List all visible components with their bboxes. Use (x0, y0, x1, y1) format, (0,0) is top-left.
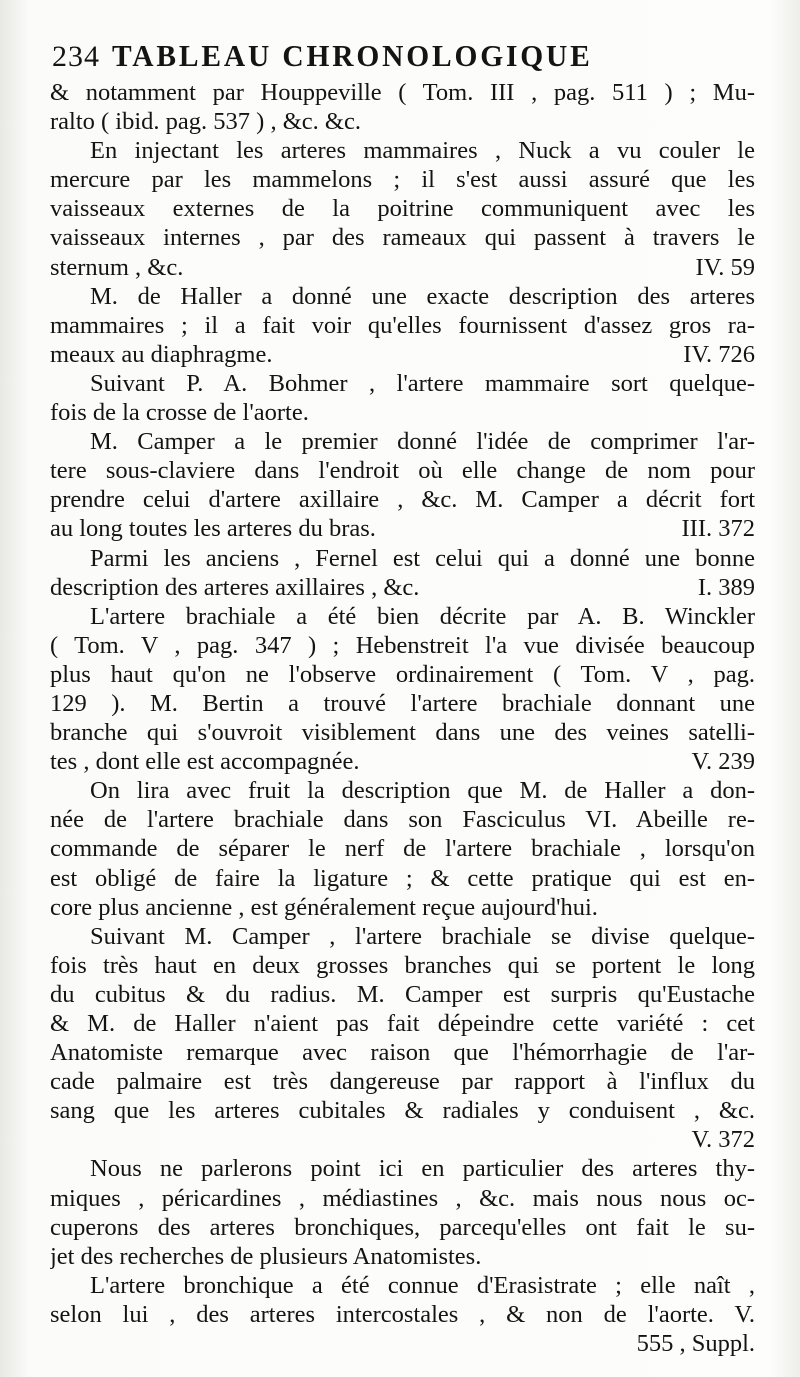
text-line (50, 747, 755, 776)
text-line (50, 1096, 755, 1125)
text-line (50, 1300, 755, 1329)
text-line (50, 834, 755, 863)
text-line-content: selon lui , des arteres intercostales , & non de l'aorte. V. (50, 1300, 755, 1328)
text-line (50, 1125, 755, 1154)
text-line (50, 631, 755, 660)
text-line (50, 398, 755, 427)
text-line-content: branche qui s'ouvroit visiblement dans une des veines satelli- (50, 719, 755, 747)
text-line-content: est obligé de faire la ligature ; & cette pratique qui est en- (50, 864, 755, 892)
text-line (50, 253, 755, 282)
text-line (50, 1184, 755, 1213)
text-line (50, 951, 755, 980)
text-line-content: En injectant les arteres mammaires , Nuck a vu couler le (90, 137, 755, 165)
text-line (50, 340, 755, 369)
text-line-content: V. 372 (691, 1126, 755, 1154)
text-line-content: ( Tom. V , pag. 347 ) ; Hebenstreit l'a vue divisée beaucoup (50, 631, 755, 659)
text-line-content: Suivant M. Camper , l'artere brachiale se divise quelque- (90, 922, 755, 950)
text-line (50, 980, 755, 1009)
text-line-content: au long toutes les arteres du bras. (50, 515, 376, 543)
text-line (50, 514, 755, 543)
text-line-content: Suivant P. A. Bohmer , l'artere mammaire sort quelque- (90, 369, 755, 397)
text-line (50, 689, 755, 718)
text-line-content: & notamment par Houppeville ( Tom. III , pag. 511 ) ; Mu- (50, 79, 755, 106)
text-line-content: ralto ( ibid. pag. 537 ) , &c. &c. (50, 108, 361, 136)
text-line (50, 136, 755, 165)
text-line (50, 1242, 755, 1271)
text-line-content: Nous ne parlerons point ici en particulier des arteres thy- (90, 1155, 755, 1183)
text-line-content: née de l'artere brachiale dans son Fasciculus VI. Abeille re- (50, 806, 755, 834)
text-line-content: miques , péricardines , médiastines , &c. mais nous nous oc- (50, 1184, 755, 1212)
text-line (50, 311, 755, 340)
text-line (50, 1213, 755, 1242)
text-line-content: Anatomiste remarque avec raison que l'hémorrhagie de l'ar- (50, 1039, 755, 1067)
text-line-content: cuperons des arteres bronchiques, parcequ'elles ont fait le su- (50, 1213, 755, 1241)
text-line-content: mercure par les mammelons ; il s'est aussi assuré que les (50, 166, 755, 194)
reference-marker: V. 239 (691, 748, 755, 776)
text-line-content: sang que les arteres cubitales & radiales y conduisent , &c. (50, 1097, 755, 1125)
text-line (50, 223, 755, 252)
text-line (50, 602, 755, 631)
page-number: 234 (52, 40, 100, 73)
text-line-content: vaisseaux internes , par des rameaux qui passent à travers le (50, 224, 755, 252)
text-line (50, 893, 755, 922)
text-line-content: meaux au diaphragme. (50, 340, 273, 368)
text-line-content: & M. de Haller n'aient pas fait dépeindre cette variété : cet (50, 1010, 755, 1037)
text-line-content: L'artere brachiale a été bien décrite par A. B. Winckler (90, 602, 755, 630)
text-line (50, 1154, 755, 1183)
text-line-content: 555 , Suppl. (636, 1330, 755, 1358)
text-line-content: tere sous-claviere dans l'endroit où elle change de nom pour (50, 457, 755, 485)
text-line-content: commande de séparer le nerf de l'artere brachiale , lorsqu'on (50, 835, 755, 863)
text-line-content: On lira avec fruit la description que M. de Haller a don- (90, 777, 755, 805)
text-line (50, 1067, 755, 1096)
text-line-content: description des arteres axillaires , &c. (50, 573, 420, 601)
text-line-content: fois de la crosse de l'aorte. (50, 399, 309, 427)
text-line-content: mammaires ; il a fait voir qu'elles fournissent d'assez gros ra- (50, 311, 755, 339)
text-line (50, 456, 755, 485)
text-line (50, 922, 755, 951)
text-line (50, 78, 755, 107)
page-body (50, 78, 755, 1358)
text-line-content: sternum , &c. (50, 253, 184, 281)
text-line (50, 1271, 755, 1300)
text-line-content: Parmi les anciens , Fernel est celui qui a donné une bonne (90, 544, 755, 572)
reference-marker: I. 389 (697, 573, 755, 601)
page-header (52, 38, 752, 78)
text-line-content: jet des recherches de plusieurs Anatomistes. (50, 1242, 482, 1270)
text-line-content: plus haut qu'on ne l'observe ordinairement ( Tom. V , pag. (50, 660, 755, 688)
reference-marker: IV. 726 (683, 340, 755, 368)
text-line (50, 165, 755, 194)
text-line-content: core plus ancienne , est généralement reçue aujourd'hui. (50, 893, 598, 921)
text-line (50, 485, 755, 514)
text-line (50, 427, 755, 456)
text-line-content: du cubitus & du radius. M. Camper est surpris qu'Eustache (50, 980, 755, 1008)
running-head: TABLEAU CHRONOLOGIQUE (112, 38, 593, 73)
text-line (50, 573, 755, 602)
text-line (50, 805, 755, 834)
text-line-content: L'artere bronchique a été connue d'Erasistrate ; elle naît , (90, 1271, 755, 1299)
text-line (50, 1038, 755, 1067)
text-line (50, 282, 755, 311)
text-line (50, 660, 755, 689)
reference-marker: III. 372 (681, 515, 755, 543)
text-line (50, 544, 755, 573)
reference-marker: IV. 59 (695, 253, 755, 281)
text-line (50, 1329, 755, 1358)
text-line-content: vaisseaux externes de la poitrine communiquent avec les (50, 195, 755, 223)
text-line-content: cade palmaire est très dangereuse par rapport à l'influx du (50, 1068, 755, 1096)
text-line-content: M. Camper a le premier donné l'idée de comprimer l'ar- (90, 428, 755, 456)
text-line (50, 194, 755, 223)
text-line (50, 369, 755, 398)
text-line (50, 864, 755, 893)
text-line (50, 718, 755, 747)
text-line-content: fois très haut en deux grosses branches qui se portent le long (50, 951, 755, 979)
text-line-content: M. de Haller a donné une exacte description des arteres (90, 282, 755, 310)
text-line-content: 129 ). M. Bertin a trouvé l'artere brachiale donnant une (50, 689, 755, 717)
text-line (50, 776, 755, 805)
text-line-content: prendre celui d'artere axillaire , &c. M. Camper a décrit fort (50, 486, 755, 514)
text-line-content: tes , dont elle est accompagnée. (50, 748, 360, 776)
text-line (50, 107, 755, 136)
text-line (50, 1009, 755, 1038)
